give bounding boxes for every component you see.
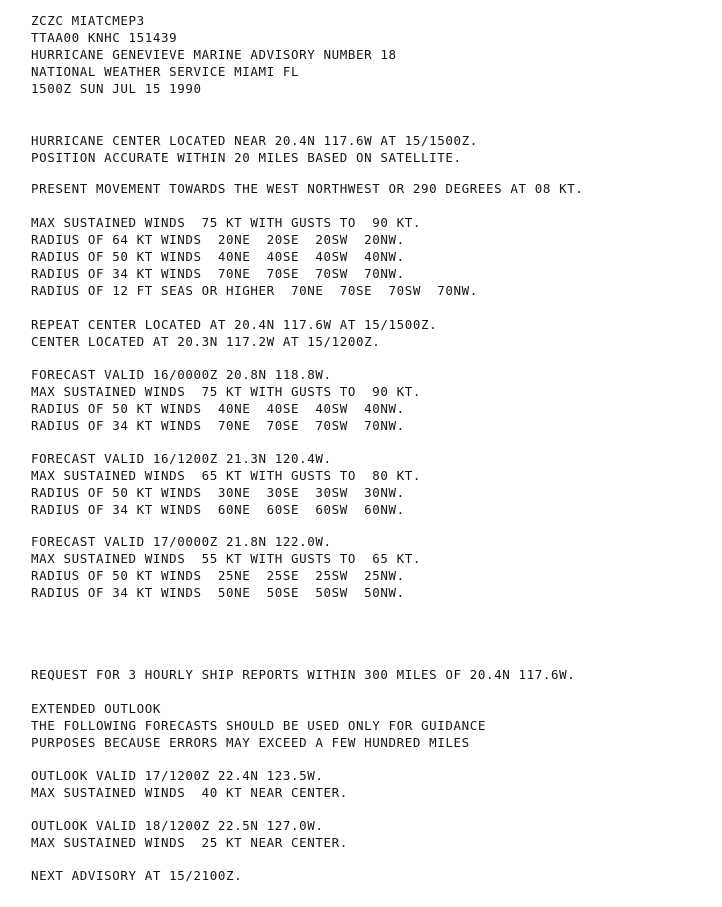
header-line-wmo-code: ZCZC MIATCMEP3 xyxy=(31,13,145,28)
forecast-valid-line: FORECAST VALID 16/1200Z 21.3N 120.4W. xyxy=(31,451,332,466)
outlook-valid-line: OUTLOOK VALID 17/1200Z 22.4N 123.5W. xyxy=(31,768,324,783)
outlook-guidance-line: THE FOLLOWING FORECASTS SHOULD BE USED ONLY FOR GUIDANCE xyxy=(31,718,487,733)
advisory-title: HURRICANE GENEVIEVE MARINE ADVISORY NUMBER 18 xyxy=(31,47,397,62)
forecast-radius-34kt-line: RADIUS OF 34 KT WINDS 50NE 50SE 50SW 50NW. xyxy=(31,585,405,600)
max-winds-line: MAX SUSTAINED WINDS 75 KT WITH GUSTS TO 90 KT. xyxy=(31,215,422,230)
header-line-station-id: TTAA00 KNHC 151439 xyxy=(31,30,178,45)
previous-center-line: CENTER LOCATED AT 20.3N 117.2W AT 15/1200Z. xyxy=(31,334,381,349)
outlook-max-winds-line: MAX SUSTAINED WINDS 40 KT NEAR CENTER. xyxy=(31,785,348,800)
center-location-line: HURRICANE CENTER LOCATED NEAR 20.4N 117.6W AT 15/1500Z. xyxy=(31,133,478,148)
issuing-office: NATIONAL WEATHER SERVICE MIAMI FL xyxy=(31,64,300,79)
outlook-max-winds-line: MAX SUSTAINED WINDS 25 KT NEAR CENTER. xyxy=(31,835,348,850)
forecast-radius-50kt-line: RADIUS OF 50 KT WINDS 25NE 25SE 25SW 25NW. xyxy=(31,568,405,583)
ship-reports-request-line: REQUEST FOR 3 HOURLY SHIP REPORTS WITHIN 300 MILES OF 20.4N 117.6W. xyxy=(31,667,576,682)
outlook-guidance-line: PURPOSES BECAUSE ERRORS MAY EXCEED A FEW HUNDRED MILES xyxy=(31,735,470,750)
present-movement-line: PRESENT MOVEMENT TOWARDS THE WEST NORTHWEST OR 290 DEGREES AT 08 KT. xyxy=(31,181,584,196)
forecast-radius-34kt-line: RADIUS OF 34 KT WINDS 60NE 60SE 60SW 60NW. xyxy=(31,502,405,517)
position-accuracy-line: POSITION ACCURATE WITHIN 20 MILES BASED ON SATELLITE. xyxy=(31,150,462,165)
forecast-radius-34kt-line: RADIUS OF 34 KT WINDS 70NE 70SE 70SW 70NW. xyxy=(31,418,405,433)
radius-50kt-line: RADIUS OF 50 KT WINDS 40NE 40SE 40SW 40NW. xyxy=(31,249,405,264)
radius-34kt-line: RADIUS OF 34 KT WINDS 70NE 70SE 70SW 70NW. xyxy=(31,266,405,281)
radius-12ft-seas-line: RADIUS OF 12 FT SEAS OR HIGHER 70NE 70SE 70SW 70NW. xyxy=(31,283,478,298)
radius-64kt-line: RADIUS OF 64 KT WINDS 20NE 20SE 20SW 20NW. xyxy=(31,232,405,247)
forecast-valid-line: FORECAST VALID 16/0000Z 20.8N 118.8W. xyxy=(31,367,332,382)
outlook-valid-line: OUTLOOK VALID 18/1200Z 22.5N 127.0W. xyxy=(31,818,324,833)
forecast-max-winds-line: MAX SUSTAINED WINDS 65 KT WITH GUSTS TO 80 KT. xyxy=(31,468,422,483)
forecast-valid-line: FORECAST VALID 17/0000Z 21.8N 122.0W. xyxy=(31,534,332,549)
issue-time: 1500Z SUN JUL 15 1990 xyxy=(31,81,202,96)
forecast-max-winds-line: MAX SUSTAINED WINDS 75 KT WITH GUSTS TO 90 KT. xyxy=(31,384,422,399)
forecast-radius-50kt-line: RADIUS OF 50 KT WINDS 30NE 30SE 30SW 30NW. xyxy=(31,485,405,500)
forecast-radius-50kt-line: RADIUS OF 50 KT WINDS 40NE 40SE 40SW 40NW. xyxy=(31,401,405,416)
next-advisory-line: NEXT ADVISORY AT 15/2100Z. xyxy=(31,868,243,883)
forecast-max-winds-line: MAX SUSTAINED WINDS 55 KT WITH GUSTS TO 65 KT. xyxy=(31,551,422,566)
repeat-center-line: REPEAT CENTER LOCATED AT 20.4N 117.6W AT 15/1500Z. xyxy=(31,317,438,332)
extended-outlook-heading: EXTENDED OUTLOOK xyxy=(31,701,162,716)
